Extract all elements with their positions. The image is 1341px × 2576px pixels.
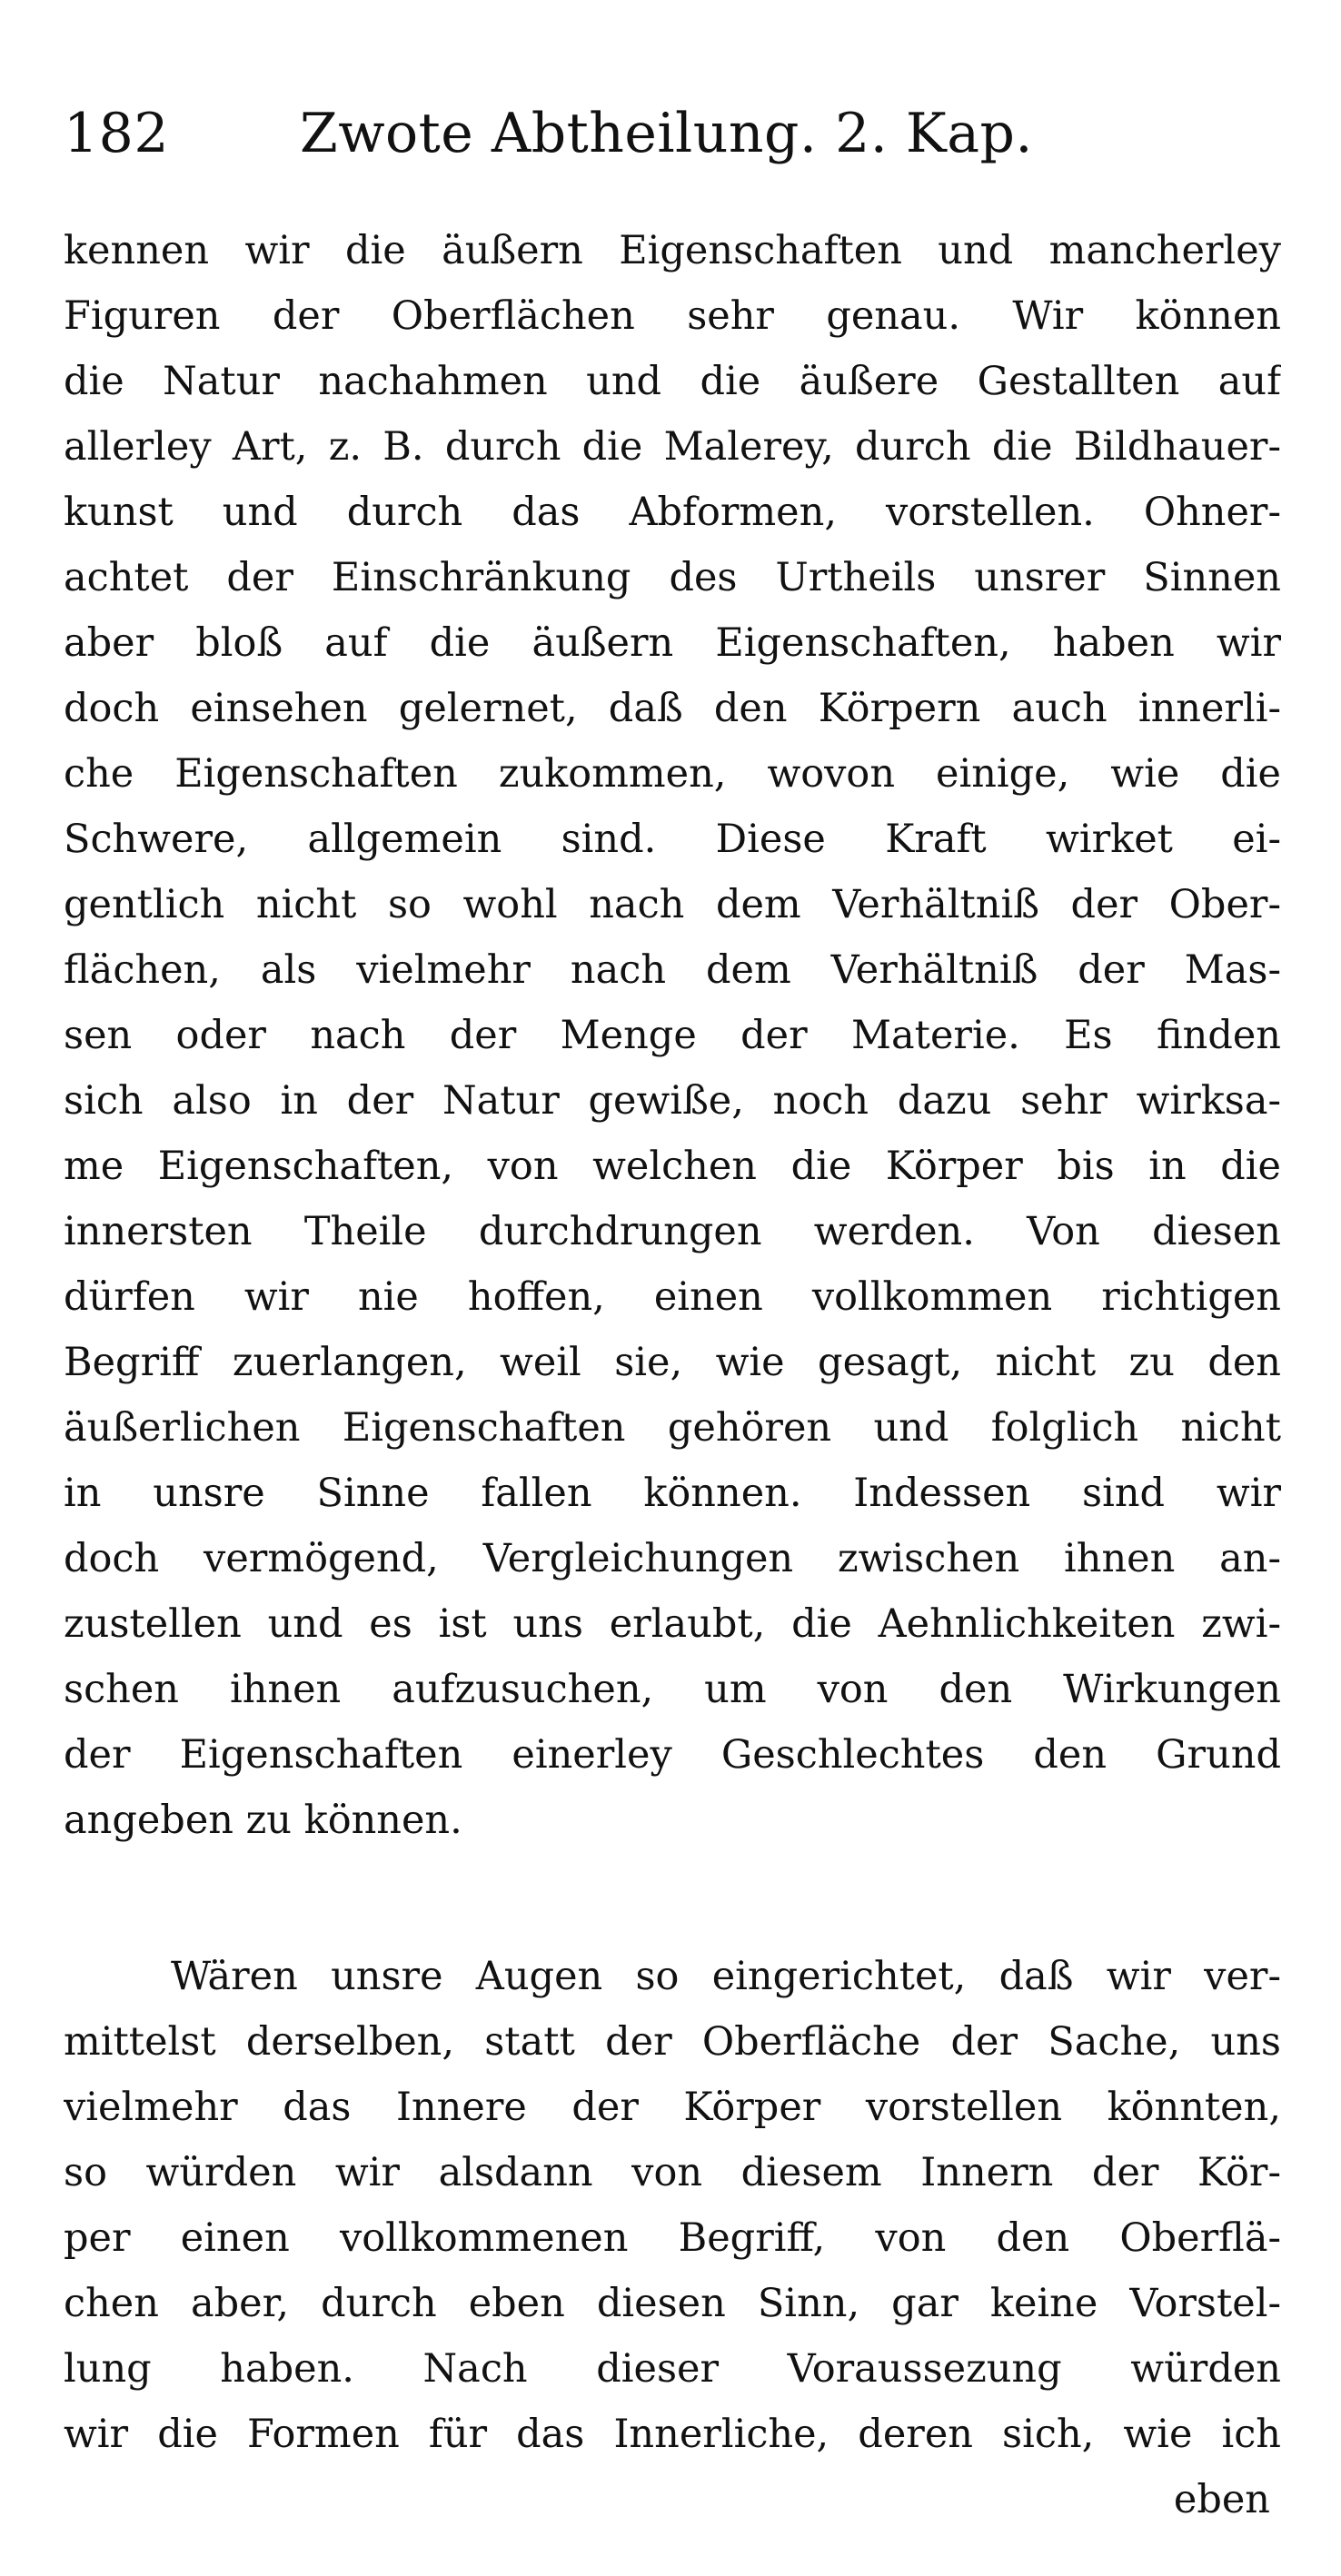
page-header [64, 84, 1281, 183]
paragraph-1 [64, 218, 1281, 1853]
text-line: aber bloß auf die äußern Eigenschaften, haben wir [64, 620, 1281, 666]
text-line: die Natur nachahmen und die äußere Gestallten auf [64, 359, 1281, 404]
text-line: per einen vollkommenen Begriff, von den Oberflä- [64, 2215, 1281, 2261]
catchword: eben [1173, 2477, 1270, 2522]
text-line: sich also in der Natur gewiße, noch dazu sehr wirksa- [64, 1078, 1281, 1124]
text-line: Schwere, allgemein sind. Diese Kraft wirket ei- [64, 817, 1281, 862]
text-line: vielmehr das Innere der Körper vorstellen könnten, [64, 2085, 1281, 2130]
text-line: doch vermögend, Vergleichungen zwischen ihnen an- [64, 1536, 1281, 1581]
text-line: mittelst derselben, statt der Oberfläche der Sache, uns [64, 2019, 1281, 2065]
text-line: doch einsehen gelernet, daß den Körpern auch innerli- [64, 686, 1281, 731]
text-line: sen oder nach der Menge der Materie. Es finden [64, 1013, 1281, 1058]
text-line: innersten Theile durchdrungen werden. Von diesen [64, 1209, 1281, 1254]
text-line: so würden wir alsdann von diesem Innern der Kör- [64, 2150, 1281, 2195]
text-line: flächen, als vielmehr nach dem Verhältniß der Mas- [64, 947, 1281, 993]
text-line: äußerlichen Eigenschaften gehören und folglich nicht [64, 1405, 1281, 1451]
text-line: schen ihnen aufzusuchen, um von den Wirkungen [64, 1667, 1281, 1712]
text-line: kennen wir die äußern Eigenschaften und mancherley [64, 228, 1281, 273]
text-line: chen aber, durch eben diesen Sinn, gar keine Vorstel- [64, 2281, 1281, 2326]
text-line: gentlich nicht so wohl nach dem Verhältniß der Ober- [64, 882, 1281, 927]
body-text [64, 218, 1281, 2532]
text-line: Wären unsre Augen so eingerichtet, daß wir ver- [171, 1954, 1281, 1999]
text-line: lung haben. Nach dieser Voraussezung würden [64, 2346, 1281, 2392]
text-line: che Eigenschaften zukommen, wovon einige, wie die [64, 751, 1281, 797]
paragraph-spacer [64, 1853, 1281, 1944]
text-line: dürfen wir nie hoffen, einen vollkommen richtigen [64, 1274, 1281, 1320]
text-line: angeben zu können. [64, 1798, 462, 1843]
text-line: allerley Art, z. B. durch die Malerey, durch die Bildhauer- [64, 424, 1281, 470]
text-line: achtet der Einschränkung des Urtheils unsrer Sinnen [64, 555, 1281, 600]
text-line: Begriff zuerlangen, weil sie, wie gesagt, nicht zu den [64, 1340, 1281, 1385]
text-line: Figuren der Oberflächen sehr genau. Wir können [64, 293, 1281, 339]
text-line: me Eigenschaften, von welchen die Körper bis in die [64, 1144, 1281, 1189]
page-number: 182 [64, 102, 170, 165]
text-line: in unsre Sinne fallen können. Indessen sind wir [64, 1471, 1281, 1516]
text-line: der Eigenschaften einerley Geschlechtes den Grund [64, 1732, 1281, 1778]
text-line: zustellen und es ist uns erlaubt, die Aehnlichkeiten zwi- [64, 1601, 1281, 1647]
running-title: Zwote Abtheilung. 2. Kap. [300, 102, 1033, 165]
text-line: kunst und durch das Abformen, vorstellen. Ohner- [64, 490, 1281, 535]
paragraph-2 [64, 1944, 1281, 2467]
text-line: wir die Formen für das Innerliche, deren sich, wie ich [64, 2412, 1281, 2457]
